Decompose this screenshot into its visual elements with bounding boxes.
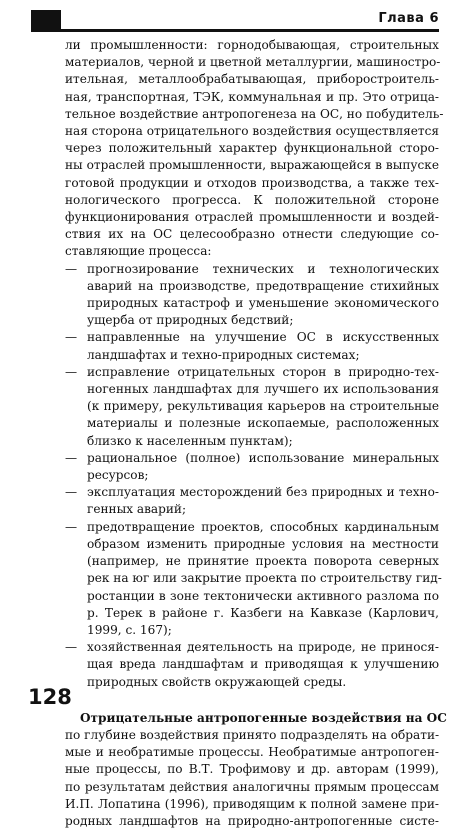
text-line: ствия их на ОС целесообразно отнести следующие со- — [65, 227, 439, 242]
page-number: 128 — [28, 685, 72, 709]
text-line: образом изменить природные условия на местности — [87, 536, 439, 551]
dash-bullet: — — [65, 485, 78, 500]
text-line: — направленные на улучшение ОС в искусственных — [65, 329, 439, 346]
text-line: И.П. Лопатина (1996), приводящим к полной замене при- — [65, 796, 439, 811]
paragraph-1 — [65, 37, 444, 261]
body-text — [65, 37, 447, 830]
text-line: — эксплуатация месторождений без природных и техно- — [65, 484, 439, 501]
text-line: (например, не принятие проекта поворота северных — [87, 554, 439, 569]
text-line: функционирования отраслей промышленности и воздей- — [65, 210, 439, 225]
text-line: 1999, с. 167); — [87, 622, 172, 637]
text-line: р. Терек в районе г. Казбеги на Кавказе (Карлович, — [87, 605, 439, 620]
text-line: материалов, черной и цветной металлургии, машиностро- — [65, 55, 441, 70]
dash-bullet: — — [65, 519, 78, 534]
text-line: через положительный характер функциональной сторо- — [65, 141, 439, 156]
text-line: природных свойств окружающей среды. — [87, 674, 347, 689]
text-line: рек на юг или закрытие проекта по строительству гид- — [87, 571, 442, 586]
text-line: ительная, металлообрабатывающая, приборостроитель- — [65, 72, 439, 87]
text-line: аварий на производстве, предотвращение стихийных — [87, 278, 439, 293]
text-line: ли промышленности: горнодобывающая, строительных — [65, 38, 439, 52]
text-line: материалы и полезные ископаемые, расположенных — [87, 416, 439, 431]
dash-bullet: — — [65, 640, 78, 655]
list-item — [65, 261, 439, 330]
text-line: ставляющие процесса: — [65, 244, 212, 259]
text-line: щая вреда ландшафтам и приводящая к улучшению — [87, 657, 439, 672]
paragraph-gap — [65, 691, 439, 710]
text-line: ны отраслей промышленности, выражающейся в выпуске — [65, 158, 439, 173]
text-line: ресурсов; — [87, 468, 149, 483]
text-line: — исправление отрицательных сторон в природно-тех- — [65, 364, 439, 381]
text-line: близко к населенным пунктам); — [87, 433, 293, 448]
list-item — [65, 639, 439, 691]
list-item — [65, 329, 439, 363]
dash-bullet: — — [65, 450, 78, 465]
text-line: ростанции в зоне тектонически активного разлома по — [87, 588, 439, 603]
dash-bullet: — — [65, 364, 78, 379]
list-item — [65, 519, 442, 639]
text-line: ногенных ландшафтах для лучшего их использования — [87, 382, 439, 397]
text-line: готовой продукции и отходов производства, а также тех- — [65, 175, 439, 190]
bullet-list — [65, 261, 442, 691]
text-line: генных аварий; — [87, 502, 187, 517]
text-line: по глубине воздействия принято подразделять на обрати- — [65, 727, 440, 742]
text-line: ные процессы, по В.Т. Трофимову и др. авторам (1999), — [65, 762, 439, 777]
text-line: — предотвращение проектов, способных кардинальным — [65, 519, 439, 536]
text-line: по результатам действия аналогичны прямым процессам — [65, 779, 439, 794]
text-line: ная, транспортная, ТЭК, коммунальная и пр. Это отрица- — [65, 89, 439, 104]
text-line: родных ландшафтов на природно-антропогенные систе- — [65, 813, 439, 828]
text-line: — прогнозирование технических и технологических — [65, 261, 439, 278]
text-line: — хозяйственная деятельность на природе, не принося- — [65, 639, 439, 656]
paragraph-2 — [65, 710, 447, 830]
text-line: ущерба от природных бедствий; — [87, 313, 294, 328]
text-line: ландшафтах и техно-природных системах; — [87, 347, 360, 362]
list-item — [65, 364, 439, 450]
header-rule — [31, 29, 439, 32]
text-line: природных катастроф и уменьшение экономического — [87, 296, 439, 311]
text-line: ная сторона отрицательного воздействия осуществляется — [65, 124, 439, 139]
list-item — [65, 450, 439, 484]
text-line: нологического прогресса. К положительной стороне — [65, 192, 439, 207]
list-item — [65, 484, 439, 518]
dash-bullet: — — [65, 261, 78, 276]
dash-bullet: — — [65, 330, 78, 345]
chapter-label: Глава 6 — [378, 11, 439, 26]
section-heading: Отрицательные антропогенные воздействия на ОС — [80, 710, 447, 725]
text-line: (к примеру, рекультивация карьеров на строительные — [87, 399, 439, 414]
text-line: тельное воздействие антропогенеза на ОС, но побудитель- — [65, 106, 444, 121]
text-line: мые и необратимые процессы. Необратимые антропоген- — [65, 745, 439, 760]
header-black-block — [31, 10, 61, 30]
text-line: — рациональное (полное) использование минеральных — [65, 450, 439, 467]
